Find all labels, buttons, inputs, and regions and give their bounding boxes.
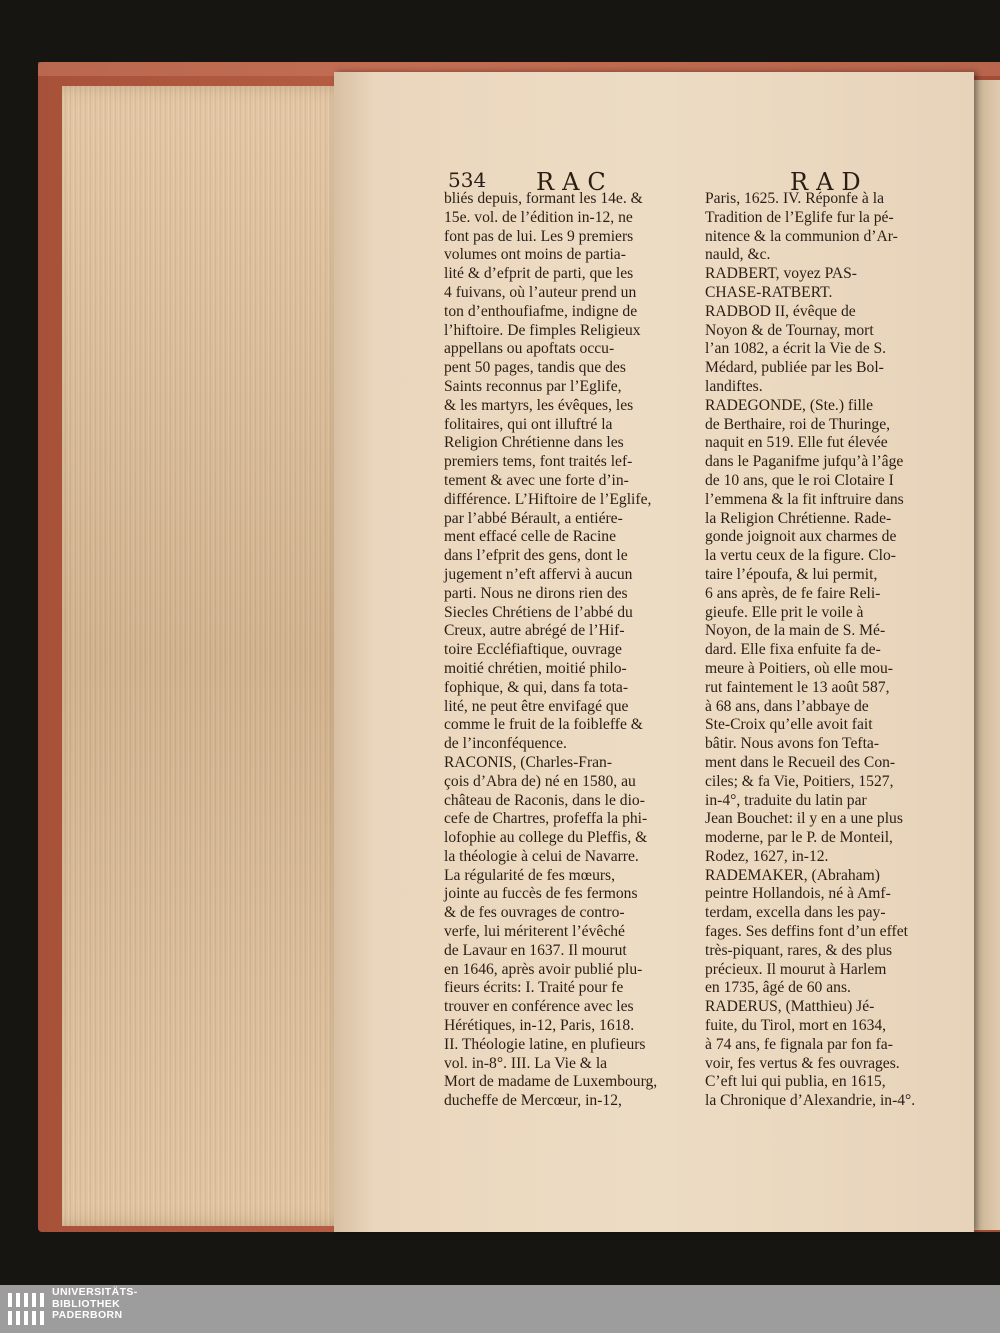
text-line: la théologie à celui de Navarre. <box>444 847 639 865</box>
text-line: verfe, lui mériterent l’évêché <box>444 923 625 941</box>
library-line: PADERBORN <box>52 1309 123 1321</box>
text-line: ton d’enthoufiafme, indigne de <box>444 302 638 320</box>
text-line: 4 fuivans, où l’auteur prend un <box>444 283 637 301</box>
text-line: de l’inconféquence. <box>444 735 567 753</box>
text-line: très-piquant, rares, & des plus <box>705 941 893 959</box>
text-line: II. Théologie latine, en plufieurs <box>444 1035 646 1053</box>
text-line: en 1735, âgé de 60 ans. <box>705 979 851 997</box>
text-line: & les martyrs, les évêques, les <box>444 396 634 414</box>
text-line: en 1646, après avoir publié plu- <box>444 960 643 978</box>
text-line: à 68 ans, dans l’abbaye de <box>705 697 869 715</box>
text-line: lité & d’efprit de parti, que les <box>444 265 634 283</box>
text-line: dard. Elle fixa enfuite fa de- <box>705 641 881 659</box>
text-line: Hérétiques, in-12, Paris, 1618. <box>444 1017 635 1035</box>
text-line: Saints reconnus par l’Eglife, <box>444 377 622 395</box>
text-line: Paris, 1625. IV. Réponfe à la <box>705 190 885 207</box>
text-line: trouver en conférence avec les <box>444 998 634 1016</box>
text-line: l’hiftoire. De fimples Religieux <box>444 321 641 339</box>
text-line: folitaires, qui ont illuftré la <box>444 415 613 433</box>
text-line: par l’abbé Bérault, a entiére- <box>444 509 623 527</box>
text-line: Creux, autre abrégé de l’Hif- <box>444 622 625 640</box>
text-line: fages. Ses deffins font d’un effet <box>705 923 908 941</box>
text-line: moderne, par le P. de Monteil, <box>705 829 893 847</box>
text-line: vol. in-8°. III. La Vie & la <box>444 1054 608 1072</box>
text-line: moitié chrétien, moitié philo- <box>444 659 627 677</box>
left-text-column <box>444 190 694 1111</box>
running-head-left: RAC <box>536 168 614 196</box>
text-line: terdam, excella dans les pay- <box>705 904 886 922</box>
text-line: Siecles Chrétiens de l’abbé du <box>444 603 633 621</box>
text-line: pent 50 pages, tandis que des <box>444 359 626 377</box>
text-line: meure à Poitiers, où elle mou- <box>705 659 893 677</box>
right-text-column <box>705 190 945 1111</box>
text-line: l’emmena & la fit inftruire dans <box>705 490 904 508</box>
text-line: l’an 1082, a écrit la Vie de S. <box>705 340 887 358</box>
text-line: landiftes. <box>705 377 763 395</box>
text-line: dans le Paganifme jufqu’à l’âge <box>705 453 904 471</box>
text-line: lité, ne peut être envifagé que <box>444 697 629 715</box>
text-line: jointe au fuccès de fes fermons <box>444 885 638 903</box>
text-line: volumes ont moins de partia- <box>444 246 626 264</box>
text-line: différence. L’Hiftoire de l’Eglife, <box>444 490 652 508</box>
text-line: appellans ou apoftats occu- <box>444 340 615 358</box>
library-name <box>52 1287 138 1322</box>
text-line: Mort de madame de Luxembourg, <box>444 1073 658 1091</box>
text-line: font pas de lui. Les 9 premiers <box>444 227 634 245</box>
text-line: & de fes ouvrages de contro- <box>444 904 625 922</box>
text-line: la Chronique d’Alexandrie, in-4°. <box>705 1092 916 1110</box>
text-line: 15e. vol. de l’édition in-12, ne <box>444 208 633 226</box>
text-line: jugement n’eft affervi à aucun <box>444 565 633 583</box>
text-line: fophique, & qui, dans fa tota- <box>444 678 629 696</box>
text-line: Jean Bouchet: il y en a une plus <box>705 810 903 828</box>
text-line: comme le fruit de la foibleffe & <box>444 716 643 734</box>
page-number: 534 <box>448 168 487 192</box>
text-line: ment effacé celle de Racine <box>444 528 617 546</box>
text-line: taire l’époufa, & lui permit, <box>705 565 878 583</box>
text-line: çois d’Abra de) né en 1580, au <box>444 772 636 790</box>
running-head-right: RAD <box>790 168 869 196</box>
text-line: à 74 ans, fe fignala par fon fa- <box>705 1035 893 1053</box>
text-line: de Lavaur en 1637. Il mourut <box>444 941 627 959</box>
text-line: fieurs écrits: I. Traité pour fe <box>444 979 624 997</box>
text-line: Médard, publiée par les Bol- <box>705 359 884 377</box>
text-line: château de Raconis, dans le dio- <box>444 791 645 809</box>
text-line: rut faintement le 13 août 587, <box>705 678 890 696</box>
text-line: gonde joignoit aux charmes de <box>705 528 897 546</box>
text-line: nitence & la communion d’Ar- <box>705 227 898 245</box>
text-line: CHASE-RATBERT. <box>705 283 833 301</box>
text-line: ment dans le Recueil des Con- <box>705 753 896 771</box>
text-line: ciles; & fa Vie, Poitiers, 1527, <box>705 772 894 790</box>
text-line: bâtir. Nous avons fon Tefta- <box>705 735 880 753</box>
library-logo-icon <box>6 1289 46 1329</box>
text-line: RADEGONDE, (Ste.) fille <box>705 396 874 414</box>
text-line: tement & avec une forte d’in- <box>444 471 629 489</box>
library-line: BIBLIOTHEK <box>52 1297 121 1310</box>
text-line: Religion Chrétienne dans les <box>444 434 624 452</box>
text-line: in-4°, traduite du latin par <box>705 791 867 809</box>
text-line: naquit en 519. Elle fut élevée <box>705 434 888 452</box>
text-line: Noyon & de Tournay, mort <box>705 321 874 339</box>
text-line: dans l’efprit des gens, dont le <box>444 547 628 565</box>
text-line: RACONIS, (Charles-Fran- <box>444 753 613 771</box>
text-line: 6 ans après, de fe faire Reli- <box>705 584 881 602</box>
text-line: RADBERT, voyez PAS- <box>705 265 857 283</box>
text-line: RADEMAKER, (Abraham) <box>705 866 880 884</box>
text-line: cefe de Chartres, profeffa la phi- <box>444 810 648 828</box>
text-line: précieux. Il mourut à Harlem <box>705 960 887 978</box>
text-line: toire Eccléfiaftique, ouvrage <box>444 641 622 659</box>
text-line: RADBOD II, évêque de <box>705 302 856 320</box>
text-line: La régularité de fes mœurs, <box>444 866 616 884</box>
text-line: nauld, &c. <box>705 246 771 264</box>
text-line: parti. Nous ne dirons rien des <box>444 584 628 602</box>
text-line: la vertu ceux de la figure. Clo- <box>705 547 896 565</box>
library-line: UNIVERSITÄTS- <box>52 1286 138 1298</box>
text-line: lofophie au college du Pleffis, & <box>444 829 648 847</box>
text-line: ducheffe de Mercœur, in-12, <box>444 1092 622 1110</box>
text-line: Ste-Croix qu’elle avoit fait <box>705 716 873 734</box>
text-line: voir, fes vertus & fes ouvrages. <box>705 1054 900 1072</box>
library-footer-bar <box>0 1285 1000 1333</box>
text-line: de Berthaire, roi de Thuringe, <box>705 415 891 433</box>
text-line: Noyon, de la main de S. Mé- <box>705 622 886 640</box>
text-line: gieufe. Elle prit le voile à <box>705 603 864 621</box>
text-line: de 10 ans, que le roi Clotaire I <box>705 471 894 489</box>
next-page-edge <box>974 80 1000 1230</box>
text-line: Tradition de l’Eglife fur la pé- <box>705 208 894 226</box>
page-edges-stack <box>62 86 354 1226</box>
text-line: la Religion Chrétienne. Rade- <box>705 509 892 527</box>
text-line: fuite, du Tirol, mort en 1634, <box>705 1017 887 1035</box>
text-line: C’eft lui qui publia, en 1615, <box>705 1073 886 1091</box>
text-line: Rodez, 1627, in-12. <box>705 847 829 865</box>
text-line: RADERUS, (Matthieu) Jé- <box>705 998 875 1016</box>
text-line: premiers tems, font traités lef- <box>444 453 633 471</box>
text-line: peintre Hollandois, né à Amf- <box>705 885 891 903</box>
text-line: bliés depuis, formant les 14e. & <box>444 190 643 207</box>
